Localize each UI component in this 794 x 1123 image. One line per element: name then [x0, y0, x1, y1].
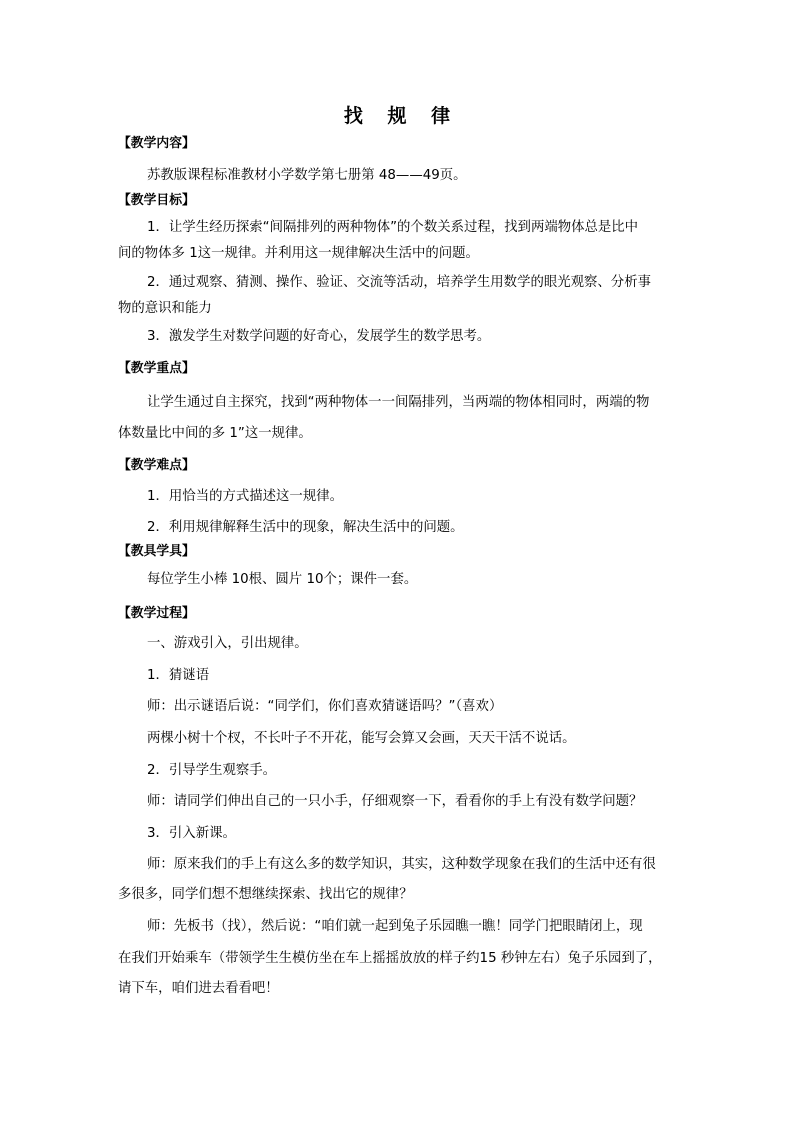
paragraph-line: 2．引导学生观察手。: [147, 763, 277, 778]
paragraph-line: 3．引入新课。: [147, 826, 236, 841]
paragraph-line: 1．猜谜语: [147, 668, 210, 683]
paragraph-line: 苏教版课程标准教材小学数学第七册第 48——49页。: [147, 168, 467, 183]
paragraph-line: 师：出示谜语后说：“同学们，你们喜欢猜谜语吗？”（喜欢）: [147, 699, 503, 714]
paragraph-line: 多很多，同学们想不想继续探索、找出它的规律？: [118, 887, 413, 902]
paragraph-line: 3．激发学生对数学问题的好奇心，发展学生的数学思考。: [147, 329, 491, 344]
paragraph-line: 2．通过观察、猜测、操作、验证、交流等活动，培养学生用数学的眼光观察、分析事: [147, 275, 651, 290]
paragraph-line: 师：原来我们的手上有这么多的数学知识，其实，这种数学现象在我们的生活中还有很: [147, 857, 656, 872]
paragraph-line: 师：请同学们伸出自己的一只小手，仔细观察一下，看看你的手上有没有数学问题？: [147, 794, 643, 809]
paragraph-line: 让学生通过自主探究，找到“两种物体一一间隔排列，当两端的物体相同时，两端的物: [147, 395, 650, 410]
paragraph-line: 2．利用规律解释生活中的现象，解决生活中的问题。: [147, 520, 464, 535]
paragraph-line: 1．让学生经历探索“间隔排列的两种物体”的个数关系过程，找到两端物体总是比中: [147, 220, 639, 235]
paragraph-line: 一、游戏引入，引出规律。: [147, 636, 308, 651]
section-heading-process: 【教学过程】: [118, 606, 195, 621]
document-title: 找 规 律: [343, 105, 460, 127]
paragraph-line: 每位学生小棒 10根、圆片 10个；课件一套。: [147, 572, 418, 587]
section-heading-content: 【教学内容】: [118, 136, 195, 151]
paragraph-line: 物的意识和能力: [118, 301, 212, 316]
paragraph-line: 两棵小树十个杈，不长叶子不开花，能写会算又会画，天天干活不说话。: [147, 731, 576, 746]
section-heading-materials: 【教具学具】: [118, 544, 195, 559]
section-heading-key-points: 【教学重点】: [118, 361, 195, 376]
paragraph-line: 在我们开始乘车（带领学生生模仿坐在车上摇摇放放的样子约15 秒钟左右）兔子乐园到了，: [118, 951, 662, 966]
section-heading-difficulties: 【教学难点】: [118, 458, 195, 473]
paragraph-line: 1．用恰当的方式描述这一规律。: [147, 489, 343, 504]
section-heading-objectives: 【教学目标】: [118, 193, 195, 208]
paragraph-line: 请下车，咱们进去看看吧！: [118, 981, 279, 996]
paragraph-line: 体数量比中间的多 1”这一规律。: [118, 426, 312, 441]
paragraph-line: 师：先板书（找），然后说：“咱们就一起到兔子乐园瞧一瞧！同学门把眼睛闭上，现: [147, 919, 643, 934]
paragraph-line: 间的物体多 1这一规律。并利用这一规律解决生活中的问题。: [118, 246, 479, 261]
